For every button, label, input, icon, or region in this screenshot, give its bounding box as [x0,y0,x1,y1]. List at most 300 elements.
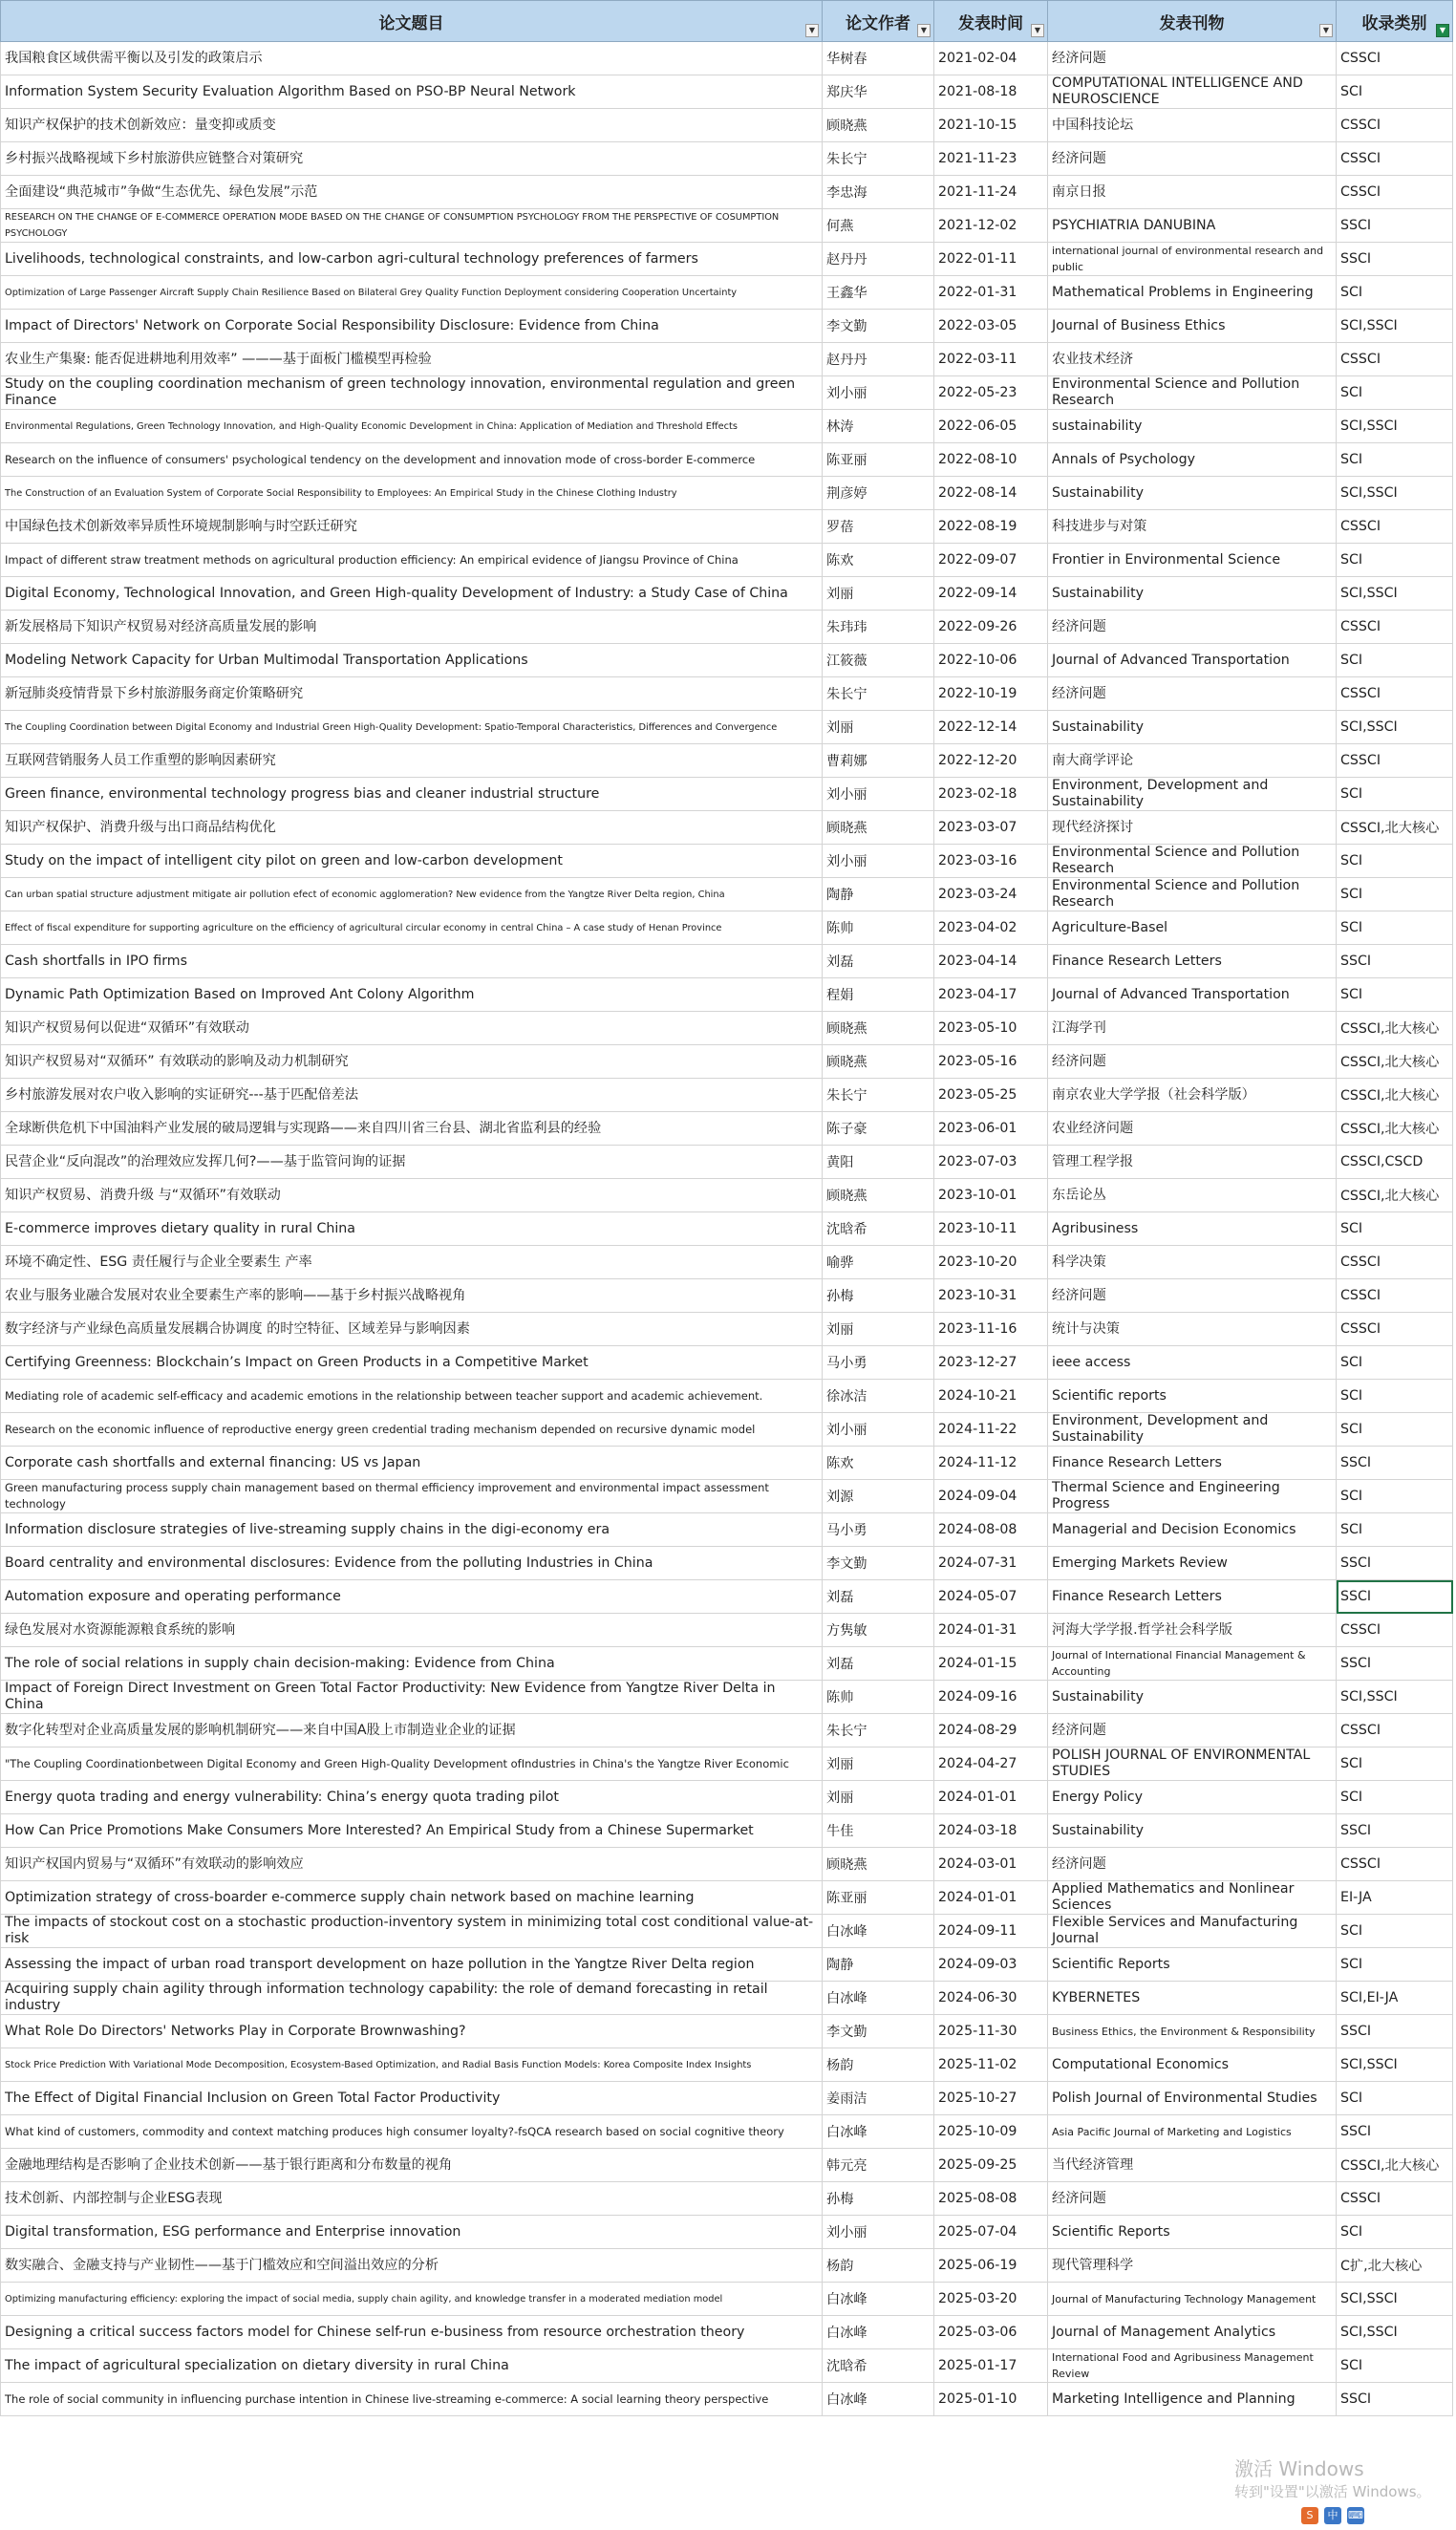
cell-author[interactable]: 刘小丽 [823,845,934,878]
cell-author[interactable]: 白冰峰 [823,2383,934,2416]
cell-author[interactable]: 韩元亮 [823,2149,934,2182]
cell-author[interactable]: 李忠海 [823,176,934,209]
cell-journal[interactable]: Finance Research Letters [1048,1447,1337,1480]
cell-journal[interactable]: Journal of Business Ethics [1048,310,1337,343]
cell-title[interactable]: E-commerce improves dietary quality in rural China [1,1212,823,1246]
cell-author[interactable]: 刘小丽 [823,376,934,410]
cell-category[interactable]: SCI [1337,1513,1453,1547]
cell-journal[interactable]: 农业经济问题 [1048,1112,1337,1146]
cell-journal[interactable]: Marketing Intelligence and Planning [1048,2383,1337,2416]
cell-author[interactable]: 何燕 [823,209,934,243]
cell-date[interactable]: 2025-10-27 [934,2082,1048,2115]
cell-author[interactable]: 白冰峰 [823,2115,934,2149]
filter-dropdown-icon[interactable]: ▼ [917,24,931,37]
cell-author[interactable]: 李文勤 [823,1547,934,1580]
cell-category[interactable]: SSCI [1337,1580,1453,1614]
cell-category[interactable]: CSSCI [1337,109,1453,142]
cell-author[interactable]: 孙梅 [823,2182,934,2216]
cell-author[interactable]: 刘磊 [823,1647,934,1681]
cell-category[interactable]: CSSCI [1337,1313,1453,1346]
cell-author[interactable]: 陈欢 [823,544,934,577]
cell-author[interactable]: 顾晓燕 [823,109,934,142]
cell-journal[interactable]: Scientific reports [1048,1380,1337,1413]
cell-category[interactable]: SCI [1337,443,1453,477]
cell-journal[interactable]: 科学决策 [1048,1246,1337,1279]
cell-journal[interactable]: 江海学刊 [1048,1012,1337,1045]
cell-category[interactable]: CSSCI,北大核心 [1337,811,1453,845]
cell-title[interactable]: Environmental Regulations, Green Technology Innovation, and High-Quality Economic Development in China: Application of Mediation and Threshold Effects [1,410,823,443]
cell-title[interactable]: Acquiring supply chain agility through information technology capability: the role of demand forecasting in retail industry [1,1982,823,2015]
cell-category[interactable]: SCI [1337,1480,1453,1513]
cell-author[interactable]: 刘小丽 [823,1413,934,1447]
cell-title[interactable]: Modeling Network Capacity for Urban Multimodal Transportation Applications [1,644,823,677]
cell-author[interactable]: 陈帅 [823,1681,934,1714]
cell-category[interactable]: SCI,SSCI [1337,577,1453,611]
cell-title[interactable]: 中国绿色技术创新效率异质性环境规制影响与时空跃迁研究 [1,510,823,544]
cell-journal[interactable]: 经济问题 [1048,142,1337,176]
cell-date[interactable]: 2022-03-11 [934,343,1048,376]
cell-journal[interactable]: Frontier in Environmental Science [1048,544,1337,577]
cell-category[interactable]: CSSCI [1337,1246,1453,1279]
cell-author[interactable]: 陈亚丽 [823,443,934,477]
cell-title[interactable]: Optimizing manufacturing efficiency: exploring the impact of social media, supply chain agility, and knowledge transfer in a moderated mediation model [1,2283,823,2316]
cell-title[interactable]: Dynamic Path Optimization Based on Improved Ant Colony Algorithm [1,978,823,1012]
cell-title[interactable]: Cash shortfalls in IPO firms [1,945,823,978]
cell-date[interactable]: 2024-09-04 [934,1480,1048,1513]
cell-category[interactable]: SSCI [1337,1647,1453,1681]
cell-title[interactable]: Effect of fiscal expenditure for supporting agriculture on the efficiency of agricultural circular economy in central China – A case study of Henan Province [1,911,823,945]
cell-title[interactable]: 数字化转型对企业高质量发展的影响机制研究——来自中国A股上市制造业企业的证据 [1,1714,823,1747]
cell-journal[interactable]: Thermal Science and Engineering Progress [1048,1480,1337,1513]
cell-author[interactable]: 白冰峰 [823,2316,934,2349]
cell-author[interactable]: 李文勤 [823,2015,934,2048]
cell-author[interactable]: 刘小丽 [823,778,934,811]
cell-title[interactable]: 农业生产集聚: 能否促进耕地利用效率” ———基于面板门槛模型再检验 [1,343,823,376]
cell-author[interactable]: 沈晗希 [823,2349,934,2383]
cell-journal[interactable]: 现代管理科学 [1048,2249,1337,2283]
cell-author[interactable]: 刘丽 [823,1747,934,1781]
cell-journal[interactable]: POLISH JOURNAL OF ENVIRONMENTAL STUDIES [1048,1747,1337,1781]
cell-journal[interactable]: 南大商学评论 [1048,744,1337,778]
cell-date[interactable]: 2023-04-17 [934,978,1048,1012]
cell-journal[interactable]: Business Ethics, the Environment & Responsibility [1048,2015,1337,2048]
cell-category[interactable]: CSSCI,北大核心 [1337,1012,1453,1045]
cell-category[interactable]: CSSCI [1337,1714,1453,1747]
cell-author[interactable]: 朱长宁 [823,142,934,176]
cell-date[interactable]: 2022-03-05 [934,310,1048,343]
cell-title[interactable]: Certifying Greenness: Blockchain’s Impact on Green Products in a Competitive Market [1,1346,823,1380]
cell-category[interactable]: SCI [1337,2216,1453,2249]
cell-journal[interactable]: Environmental Science and Pollution Research [1048,376,1337,410]
cell-category[interactable]: CSSCI,北大核心 [1337,1045,1453,1079]
cell-date[interactable]: 2024-03-18 [934,1814,1048,1848]
cell-category[interactable]: SSCI [1337,1547,1453,1580]
cell-author[interactable]: 刘磊 [823,1580,934,1614]
cell-date[interactable]: 2023-11-16 [934,1313,1048,1346]
cell-title[interactable]: 全面建设“典范城市”争做“生态优先、绿色发展”示范 [1,176,823,209]
cell-category[interactable]: CSSCI,CSCD [1337,1146,1453,1179]
cell-journal[interactable]: 南京日报 [1048,176,1337,209]
cell-title[interactable]: Automation exposure and operating performance [1,1580,823,1614]
cell-journal[interactable]: 东岳论丛 [1048,1179,1337,1212]
cell-date[interactable]: 2025-11-02 [934,2048,1048,2082]
cell-date[interactable]: 2022-08-19 [934,510,1048,544]
cell-category[interactable]: CSSCI [1337,343,1453,376]
cell-author[interactable]: 郑庆华 [823,75,934,109]
cell-category[interactable]: SCI [1337,644,1453,677]
cell-author[interactable]: 刘源 [823,1480,934,1513]
input-method-icon[interactable]: S [1301,2507,1318,2524]
cell-journal[interactable]: Environment, Development and Sustainability [1048,778,1337,811]
cell-journal[interactable]: Journal of International Financial Management & Accounting [1048,1647,1337,1681]
column-header-author[interactable] [823,1,934,42]
cell-category[interactable]: CSSCI [1337,176,1453,209]
cell-journal[interactable]: 经济问题 [1048,42,1337,75]
cell-category[interactable]: CSSCI,北大核心 [1337,1179,1453,1212]
cell-title[interactable]: Digital transformation, ESG performance and Enterprise innovation [1,2216,823,2249]
cell-journal[interactable]: Agribusiness [1048,1212,1337,1246]
cell-author[interactable]: 陶静 [823,1948,934,1982]
cell-author[interactable]: 华树春 [823,42,934,75]
cell-journal[interactable]: Environment, Development and Sustainability [1048,1413,1337,1447]
cell-author[interactable]: 朱长宁 [823,677,934,711]
cell-category[interactable]: SCI [1337,1781,1453,1814]
cell-category[interactable]: CSSCI,北大核心 [1337,1112,1453,1146]
cell-title[interactable]: 金融地理结构是否影响了企业技术创新——基于银行距离和分布数量的视角 [1,2149,823,2182]
cell-category[interactable]: SCI,SSCI [1337,410,1453,443]
cell-title[interactable]: What kind of customers, commodity and context matching produces high consumer loyalty?-fsQCA research based on social cognitive theory [1,2115,823,2149]
cell-category[interactable]: SCI,SSCI [1337,2283,1453,2316]
cell-date[interactable]: 2024-10-21 [934,1380,1048,1413]
cell-author[interactable]: 顾晓燕 [823,1179,934,1212]
cell-date[interactable]: 2022-09-26 [934,611,1048,644]
cell-title[interactable]: 我国粮食区域供需平衡以及引发的政策启示 [1,42,823,75]
cell-title[interactable]: The role of social community in influencing purchase intention in Chinese live-streaming e-commerce: A social learning theory perspective [1,2383,823,2416]
cell-title[interactable]: Research on the economic influence of reproductive energy green credential trading mechanism depended on recursive dynamic model [1,1413,823,1447]
cell-journal[interactable]: Sustainability [1048,477,1337,510]
cell-author[interactable]: 刘丽 [823,1313,934,1346]
cell-author[interactable]: 徐冰洁 [823,1380,934,1413]
column-header-title[interactable] [1,1,823,42]
cell-date[interactable]: 2023-12-27 [934,1346,1048,1380]
cell-category[interactable]: SSCI [1337,209,1453,243]
cell-category[interactable]: SCI [1337,2082,1453,2115]
cell-category[interactable]: SCI,SSCI [1337,477,1453,510]
cell-date[interactable]: 2021-08-18 [934,75,1048,109]
cell-date[interactable]: 2022-09-14 [934,577,1048,611]
cell-date[interactable]: 2025-07-04 [934,2216,1048,2249]
cell-title[interactable]: Mediating role of academic self-efficacy and academic emotions in the relationship between teacher support and academic achievement. [1,1380,823,1413]
cell-date[interactable]: 2025-08-08 [934,2182,1048,2216]
cell-title[interactable]: The Effect of Digital Financial Inclusion on Green Total Factor Productivity [1,2082,823,2115]
cell-author[interactable]: 王鑫华 [823,276,934,310]
cell-date[interactable]: 2021-11-23 [934,142,1048,176]
tray-icon[interactable]: ⌨ [1347,2507,1364,2524]
cell-author[interactable]: 程娟 [823,978,934,1012]
cell-date[interactable]: 2025-01-17 [934,2349,1048,2383]
cell-category[interactable]: SCI,SSCI [1337,310,1453,343]
cell-title[interactable]: Impact of Foreign Direct Investment on Green Total Factor Productivity: New Evidence from Yangtze River Delta in China [1,1681,823,1714]
cell-title[interactable]: 知识产权国内贸易与“双循环”有效联动的影响效应 [1,1848,823,1881]
cell-author[interactable]: 姜雨洁 [823,2082,934,2115]
cell-category[interactable]: SCI [1337,878,1453,911]
cell-date[interactable]: 2022-09-07 [934,544,1048,577]
cell-author[interactable]: 刘丽 [823,577,934,611]
cell-journal[interactable]: ieee access [1048,1346,1337,1380]
tray-icon[interactable]: 中 [1324,2507,1341,2524]
cell-date[interactable]: 2024-06-30 [934,1982,1048,2015]
cell-author[interactable]: 刘丽 [823,1781,934,1814]
cell-date[interactable]: 2023-03-16 [934,845,1048,878]
cell-date[interactable]: 2023-10-20 [934,1246,1048,1279]
cell-category[interactable]: CSSCI,北大核心 [1337,2149,1453,2182]
cell-title[interactable]: 新冠肺炎疫情背景下乡村旅游服务商定价策略研究 [1,677,823,711]
cell-title[interactable]: Assessing the impact of urban road transport development on haze pollution in the Yangtze River Delta region [1,1948,823,1982]
cell-date[interactable]: 2022-08-14 [934,477,1048,510]
cell-category[interactable]: SSCI [1337,945,1453,978]
cell-title[interactable]: 新发展格局下知识产权贸易对经济高质量发展的影响 [1,611,823,644]
cell-title[interactable]: Digital Economy, Technological Innovation, and Green High-quality Development of Industry: a Study Case of China [1,577,823,611]
cell-date[interactable]: 2023-05-10 [934,1012,1048,1045]
cell-author[interactable]: 陶静 [823,878,934,911]
cell-title[interactable]: Research on the influence of consumers' psychological tendency on the development and innovation mode of cross-border E-commerce [1,443,823,477]
cell-title[interactable]: Green finance, environmental technology progress bias and cleaner industrial structure [1,778,823,811]
cell-journal[interactable]: KYBERNETES [1048,1982,1337,2015]
cell-category[interactable]: SCI,SSCI [1337,2048,1453,2082]
cell-date[interactable]: 2022-10-19 [934,677,1048,711]
cell-author[interactable]: 赵丹丹 [823,243,934,276]
cell-journal[interactable]: Applied Mathematics and Nonlinear Sciences [1048,1881,1337,1915]
cell-date[interactable]: 2024-09-16 [934,1681,1048,1714]
cell-journal[interactable]: PSYCHIATRIA DANUBINA [1048,209,1337,243]
cell-title[interactable]: 绿色发展对水资源能源粮食系统的影响 [1,1614,823,1647]
cell-title[interactable]: 乡村振兴战略视域下乡村旅游供应链整合对策研究 [1,142,823,176]
cell-date[interactable]: 2024-09-11 [934,1915,1048,1948]
cell-date[interactable]: 2025-03-06 [934,2316,1048,2349]
cell-author[interactable]: 顾晓燕 [823,811,934,845]
cell-title[interactable]: 全球断供危机下中国油料产业发展的破局逻辑与实现路——来自四川省三台县、湖北省监利县的经验 [1,1112,823,1146]
cell-journal[interactable]: Emerging Markets Review [1048,1547,1337,1580]
cell-title[interactable]: Impact of Directors' Network on Corporate Social Responsibility Disclosure: Evidence from China [1,310,823,343]
cell-category[interactable]: SSCI [1337,2383,1453,2416]
cell-category[interactable]: SCI [1337,1212,1453,1246]
cell-author[interactable]: 顾晓燕 [823,1045,934,1079]
cell-journal[interactable]: Computational Economics [1048,2048,1337,2082]
cell-author[interactable]: 陈子豪 [823,1112,934,1146]
cell-journal[interactable]: Sustainability [1048,1681,1337,1714]
cell-category[interactable]: SSCI [1337,1447,1453,1480]
cell-date[interactable]: 2021-02-04 [934,42,1048,75]
cell-journal[interactable]: 经济问题 [1048,1045,1337,1079]
column-header-category[interactable] [1337,1,1453,42]
cell-title[interactable]: 民营企业“反向混改”的治理效应发挥几何?——基于监管问询的证据 [1,1146,823,1179]
cell-date[interactable]: 2023-05-25 [934,1079,1048,1112]
cell-date[interactable]: 2022-01-11 [934,243,1048,276]
cell-category[interactable]: SCI [1337,911,1453,945]
cell-title[interactable]: Livelihoods, technological constraints, and low-carbon agri-cultural technology preferences of farmers [1,243,823,276]
filter-dropdown-icon[interactable]: ▼ [805,24,819,37]
cell-date[interactable]: 2021-10-15 [934,109,1048,142]
cell-author[interactable]: 杨韵 [823,2048,934,2082]
cell-author[interactable]: 顾晓燕 [823,1848,934,1881]
cell-date[interactable]: 2024-03-01 [934,1848,1048,1881]
cell-date[interactable]: 2025-01-10 [934,2383,1048,2416]
cell-journal[interactable]: 中国科技论坛 [1048,109,1337,142]
cell-author[interactable]: 朱长宁 [823,1079,934,1112]
cell-author[interactable]: 罗蓓 [823,510,934,544]
cell-date[interactable]: 2025-06-19 [934,2249,1048,2283]
cell-date[interactable]: 2024-04-27 [934,1747,1048,1781]
cell-author[interactable]: 刘小丽 [823,2216,934,2249]
cell-title[interactable]: 知识产权贸易对“双循环” 有效联动的影响及动力机制研究 [1,1045,823,1079]
cell-author[interactable]: 马小勇 [823,1346,934,1380]
cell-date[interactable]: 2023-07-03 [934,1146,1048,1179]
cell-category[interactable]: CSSCI [1337,142,1453,176]
cell-title[interactable]: Designing a critical success factors model for Chinese self-run e-business from resource orchestration theory [1,2316,823,2349]
cell-title[interactable]: Board centrality and environmental disclosures: Evidence from the polluting Industries in China [1,1547,823,1580]
cell-author[interactable]: 方隽敏 [823,1614,934,1647]
cell-title[interactable]: Stock Price Prediction With Variational Mode Decomposition, Ecosystem-Based Optimization, and Radial Basis Function Models: Korea Composite Index Insights [1,2048,823,2082]
cell-journal[interactable]: Sustainability [1048,711,1337,744]
cell-title[interactable]: Can urban spatial structure adjustment mitigate air pollution efect of economic agglomeration? New evidence from the Yangtze River Delta region, China [1,878,823,911]
cell-date[interactable]: 2023-10-01 [934,1179,1048,1212]
cell-journal[interactable]: Agriculture-Basel [1048,911,1337,945]
cell-category[interactable]: CSSCI [1337,1614,1453,1647]
cell-date[interactable]: 2024-01-01 [934,1781,1048,1814]
cell-author[interactable]: 白冰峰 [823,1982,934,2015]
cell-date[interactable]: 2022-08-10 [934,443,1048,477]
cell-category[interactable]: CSSCI [1337,42,1453,75]
cell-date[interactable]: 2025-10-09 [934,2115,1048,2149]
cell-journal[interactable]: Journal of Management Analytics [1048,2316,1337,2349]
cell-date[interactable]: 2022-01-31 [934,276,1048,310]
cell-journal[interactable]: 经济问题 [1048,1714,1337,1747]
cell-date[interactable]: 2025-09-25 [934,2149,1048,2182]
cell-journal[interactable]: Environmental Science and Pollution Research [1048,845,1337,878]
cell-title[interactable]: 知识产权保护的技术创新效应：量变抑或质变 [1,109,823,142]
cell-journal[interactable]: Finance Research Letters [1048,1580,1337,1614]
active-filter-icon[interactable]: ▼ [1436,24,1449,37]
cell-journal[interactable]: Environmental Science and Pollution Research [1048,878,1337,911]
cell-date[interactable]: 2024-11-22 [934,1413,1048,1447]
cell-category[interactable]: SCI,SSCI [1337,1681,1453,1714]
cell-title[interactable]: Green manufacturing process supply chain management based on thermal efficiency improvement and environmental impact assessment technology [1,1480,823,1513]
cell-date[interactable]: 2024-11-12 [934,1447,1048,1480]
cell-author[interactable]: 顾晓燕 [823,1012,934,1045]
cell-journal[interactable]: Journal of Manufacturing Technology Management [1048,2283,1337,2316]
cell-title[interactable]: 知识产权保护、消费升级与出口商品结构优化 [1,811,823,845]
cell-date[interactable]: 2024-01-15 [934,1647,1048,1681]
cell-category[interactable]: SCI [1337,376,1453,410]
cell-journal[interactable]: Journal of Advanced Transportation [1048,978,1337,1012]
cell-journal[interactable]: 统计与决策 [1048,1313,1337,1346]
cell-author[interactable]: 马小勇 [823,1513,934,1547]
cell-journal[interactable]: 河海大学学报.哲学社会科学版 [1048,1614,1337,1647]
cell-journal[interactable]: 经济问题 [1048,677,1337,711]
cell-journal[interactable]: Sustainability [1048,1814,1337,1848]
cell-journal[interactable]: Scientific Reports [1048,1948,1337,1982]
cell-author[interactable]: 曹莉娜 [823,744,934,778]
cell-category[interactable]: CSSCI [1337,611,1453,644]
cell-category[interactable]: SCI [1337,544,1453,577]
cell-category[interactable]: SCI [1337,1747,1453,1781]
cell-title[interactable]: Optimization strategy of cross-boarder e-commerce supply chain network based on machine learning [1,1881,823,1915]
cell-title[interactable]: The Construction of an Evaluation System of Corporate Social Responsibility to Employees: An Empirical Study in the Chinese Clothing Industry [1,477,823,510]
cell-date[interactable]: 2022-05-23 [934,376,1048,410]
cell-date[interactable]: 2025-03-20 [934,2283,1048,2316]
cell-title[interactable]: 环境不确定性、ESG 责任履行与企业全要素生 产率 [1,1246,823,1279]
cell-journal[interactable]: International Food and Agribusiness Management Review [1048,2349,1337,2383]
cell-author[interactable]: 牛佳 [823,1814,934,1848]
cell-date[interactable]: 2024-01-01 [934,1881,1048,1915]
cell-category[interactable]: CSSCI [1337,2182,1453,2216]
cell-title[interactable]: 乡村旅游发展对农户收入影响的实证研究---基于匹配倍差法 [1,1079,823,1112]
cell-category[interactable]: SCI,EI-JA [1337,1982,1453,2015]
cell-title[interactable]: 技术创新、内部控制与企业ESG表现 [1,2182,823,2216]
cell-title[interactable]: 知识产权贸易何以促进“双循环”有效联动 [1,1012,823,1045]
cell-date[interactable]: 2023-04-14 [934,945,1048,978]
cell-journal[interactable]: 经济问题 [1048,611,1337,644]
cell-journal[interactable]: Flexible Services and Manufacturing Journal [1048,1915,1337,1948]
cell-category[interactable]: CSSCI [1337,744,1453,778]
cell-date[interactable]: 2021-12-02 [934,209,1048,243]
cell-category[interactable]: SCI [1337,1380,1453,1413]
cell-date[interactable]: 2023-04-02 [934,911,1048,945]
cell-author[interactable]: 黄阳 [823,1146,934,1179]
cell-author[interactable]: 陈欢 [823,1447,934,1480]
column-header-date[interactable] [934,1,1048,42]
cell-date[interactable]: 2022-10-06 [934,644,1048,677]
cell-title[interactable]: The Coupling Coordination between Digital Economy and Industrial Green High-Quality Development: Spatio-Temporal Characteristics, Differences and Convergence [1,711,823,744]
cell-date[interactable]: 2025-11-30 [934,2015,1048,2048]
cell-category[interactable]: SCI [1337,1948,1453,1982]
cell-date[interactable]: 2023-10-31 [934,1279,1048,1313]
cell-category[interactable]: SCI [1337,845,1453,878]
cell-title[interactable]: 知识产权贸易、消费升级 与“双循环”有效联动 [1,1179,823,1212]
cell-category[interactable]: SSCI [1337,2115,1453,2149]
cell-category[interactable]: SCI [1337,276,1453,310]
cell-journal[interactable]: Annals of Psychology [1048,443,1337,477]
cell-journal[interactable]: 经济问题 [1048,2182,1337,2216]
cell-date[interactable]: 2024-09-03 [934,1948,1048,1982]
cell-title[interactable]: 数字经济与产业绿色高质量发展耦合协调度 的时空特征、区域差异与影响因素 [1,1313,823,1346]
cell-category[interactable]: SCI [1337,75,1453,109]
cell-title[interactable]: Study on the impact of intelligent city pilot on green and low-carbon development [1,845,823,878]
cell-author[interactable]: 刘磊 [823,945,934,978]
cell-title[interactable]: 农业与服务业融合发展对农业全要素生产率的影响——基于乡村振兴战略视角 [1,1279,823,1313]
cell-author[interactable]: 孙梅 [823,1279,934,1313]
cell-title[interactable]: Impact of different straw treatment methods on agricultural production efficiency: An empirical evidence of Jiangsu Province of China [1,544,823,577]
cell-category[interactable]: EI-JA [1337,1881,1453,1915]
cell-journal[interactable]: sustainability [1048,410,1337,443]
cell-title[interactable]: 互联网营销服务人员工作重塑的影响因素研究 [1,744,823,778]
cell-category[interactable]: CSSCI [1337,1848,1453,1881]
cell-date[interactable]: 2024-07-31 [934,1547,1048,1580]
cell-date[interactable]: 2022-12-20 [934,744,1048,778]
cell-title[interactable]: What Role Do Directors' Networks Play in Corporate Brownwashing? [1,2015,823,2048]
cell-journal[interactable]: 经济问题 [1048,1279,1337,1313]
cell-author[interactable]: 江筱薇 [823,644,934,677]
cell-journal[interactable]: 当代经济管理 [1048,2149,1337,2182]
cell-category[interactable]: SCI,SSCI [1337,711,1453,744]
cell-date[interactable]: 2024-08-08 [934,1513,1048,1547]
cell-title[interactable]: Optimization of Large Passenger Aircraft Supply Chain Resilience Based on Bilateral Grey Quality Function Deployment considering Cooperation Uncertainty [1,276,823,310]
cell-category[interactable]: SCI [1337,1346,1453,1380]
cell-date[interactable]: 2022-06-05 [934,410,1048,443]
cell-title[interactable]: Information disclosure strategies of live-streaming supply chains in the digi-economy era [1,1513,823,1547]
cell-journal[interactable]: international journal of environmental research and public [1048,243,1337,276]
cell-author[interactable]: 白冰峰 [823,2283,934,2316]
